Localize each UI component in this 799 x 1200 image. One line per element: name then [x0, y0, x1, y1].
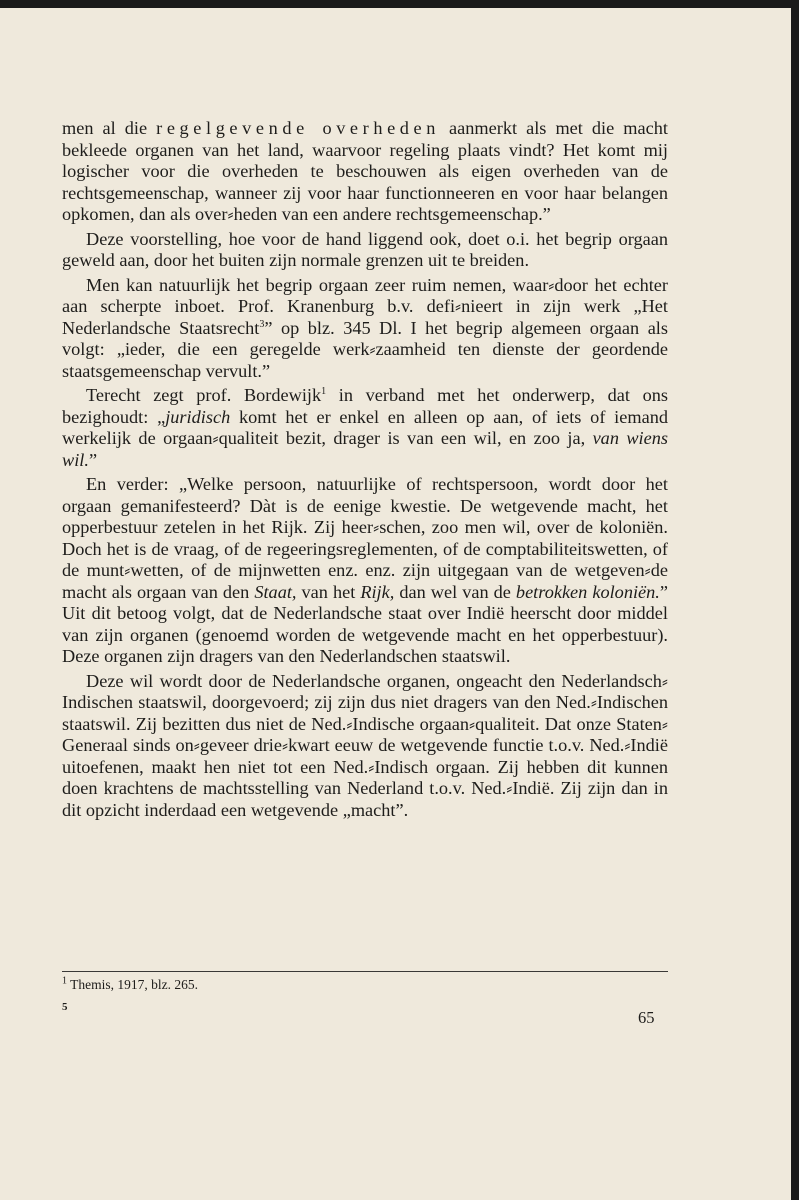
- italic-juridisch: juridisch: [165, 406, 231, 427]
- paragraph-5-rest: ” Uit dit betoog volgt, dat de Nederlandsche staat over Indië heerscht door middel van zijn organen (genoemd worden de wetgevende macht en het opperbestuur). Deze organen zijn dragers van den Nederlandschen staatswil.: [62, 581, 668, 666]
- spaced-emphasis: regelgevende overheden: [156, 118, 440, 138]
- italic-rijk: Rijk,: [360, 581, 395, 602]
- footnote-divider: [62, 971, 668, 972]
- paragraph-3: [62, 275, 668, 383]
- body-text: [62, 118, 668, 821]
- italic-van-wiens-wil: van wiens wil.: [62, 428, 668, 470]
- edition-superscript: 3: [259, 318, 265, 330]
- footnote-marker: 1: [62, 975, 67, 987]
- paragraph-4: [62, 385, 668, 471]
- footnote-text: Themis, 1917, blz. 265.: [67, 977, 198, 992]
- paragraph-3-rest: ” op blz. 345 Dl. I het begrip algemeen orgaan als volgt: „ieder, die een geregelde werk⸗zaamheid ten dienste der geordende staatsgemeenschap vervult.”: [62, 317, 668, 381]
- paragraph-4-part-c: komt het er enkel en alleen op aan, of iets of iemand werkelijk de orgaan⸗qualiteit bezit, drager is van een wil, en zoo ja,: [62, 406, 668, 448]
- paragraph-5-part-b: van het: [296, 581, 361, 602]
- paragraph-5-part-c: dan wel van de: [394, 581, 516, 602]
- italic-staat: Staat,: [254, 581, 297, 602]
- paragraph-2-text: Deze voorstelling, hoe voor de hand liggend ook, doet o.i. het begrip orgaan geweld aan, door het buiten zijn normale grenzen uit te breiden.: [62, 228, 668, 270]
- paragraph-3-start: Men kan natuurlijk het begrip orgaan zeer ruim nemen, waar⸗door het echter aan scherpte inboet. Prof. Kranenburg b.v. defi⸗nieert in zijn werk „Het Nederlandsche Staatsrecht: [62, 274, 668, 338]
- signature-mark: 5: [62, 1001, 68, 1013]
- italic-betrokken-kolonien: betrokken koloniën.: [515, 581, 660, 602]
- paragraph-4-part-b: in verband met het onderwerp, dat ons bezighoudt: „: [62, 385, 668, 427]
- paragraph-5-start: En verder: „Welke persoon, natuurlijke of rechtspersoon, wordt door het orgaan gemanifesteerd? Dàt is de eenige kwestie. De wetgevende macht, het opperbestuur zetelen in het Rijk. Zij heer⸗schen, zoo men wil, over de koloniën. Doch het is de vraag, of de regeeringsreglementen, of de comptabiliteitswetten, of de munt⸗wetten, of de mijnwetten enz. enz. zijn uitgegaan van de wetgeven⸗de macht als orgaan van den: [62, 474, 668, 602]
- paragraph-1-start: men al die: [62, 118, 157, 138]
- paragraph-4-start: Terecht zegt prof. Bordewijk: [86, 385, 322, 405]
- paragraph-4-end: ”: [88, 449, 98, 470]
- paragraph-1-rest: aanmerkt als met die macht bekleede organen van het land, waarvoor regeling plaats vindt? Het komt mij logischer voor die overheden te beschouwen als eigen overheden van de rechtsgemeenschap, wanneer zij voor haar functionneeren en voor haar belangen opkomen, dan als over⸗heden van een andere rechtsgemeenschap.”: [62, 118, 668, 224]
- paragraph-6: [62, 671, 668, 822]
- footnote: [62, 977, 198, 993]
- paragraph-5: [62, 474, 668, 668]
- paragraph-1: [62, 118, 668, 226]
- page-number: 65: [638, 1008, 655, 1027]
- paragraph-6-text: Deze wil wordt door de Nederlandsche organen, ongeacht den Nederlandsch⸗Indischen staatswil, doorgevoerd; zij zijn dus niet dragers van den Ned.⸗Indischen staatswil. Zij bezitten dus niet de Ned.⸗Indische orgaan⸗qualiteit. Dat onze Staten⸗Generaal sinds on⸗geveer drie⸗kwart eeuw de wetgevende functie t.o.v. Ned.⸗Indië uitoefenen, maakt hen niet tot een Ned.⸗Indisch orgaan. Zij hebben dit kunnen doen krachtens de machtsstelling van Nederland t.o.v. Ned.⸗Indië. Zij zijn dan in dit opzicht inderdaad een wetgevende „macht”.: [62, 670, 668, 820]
- footnote-reference: 1: [321, 385, 327, 397]
- paragraph-2: [62, 229, 668, 272]
